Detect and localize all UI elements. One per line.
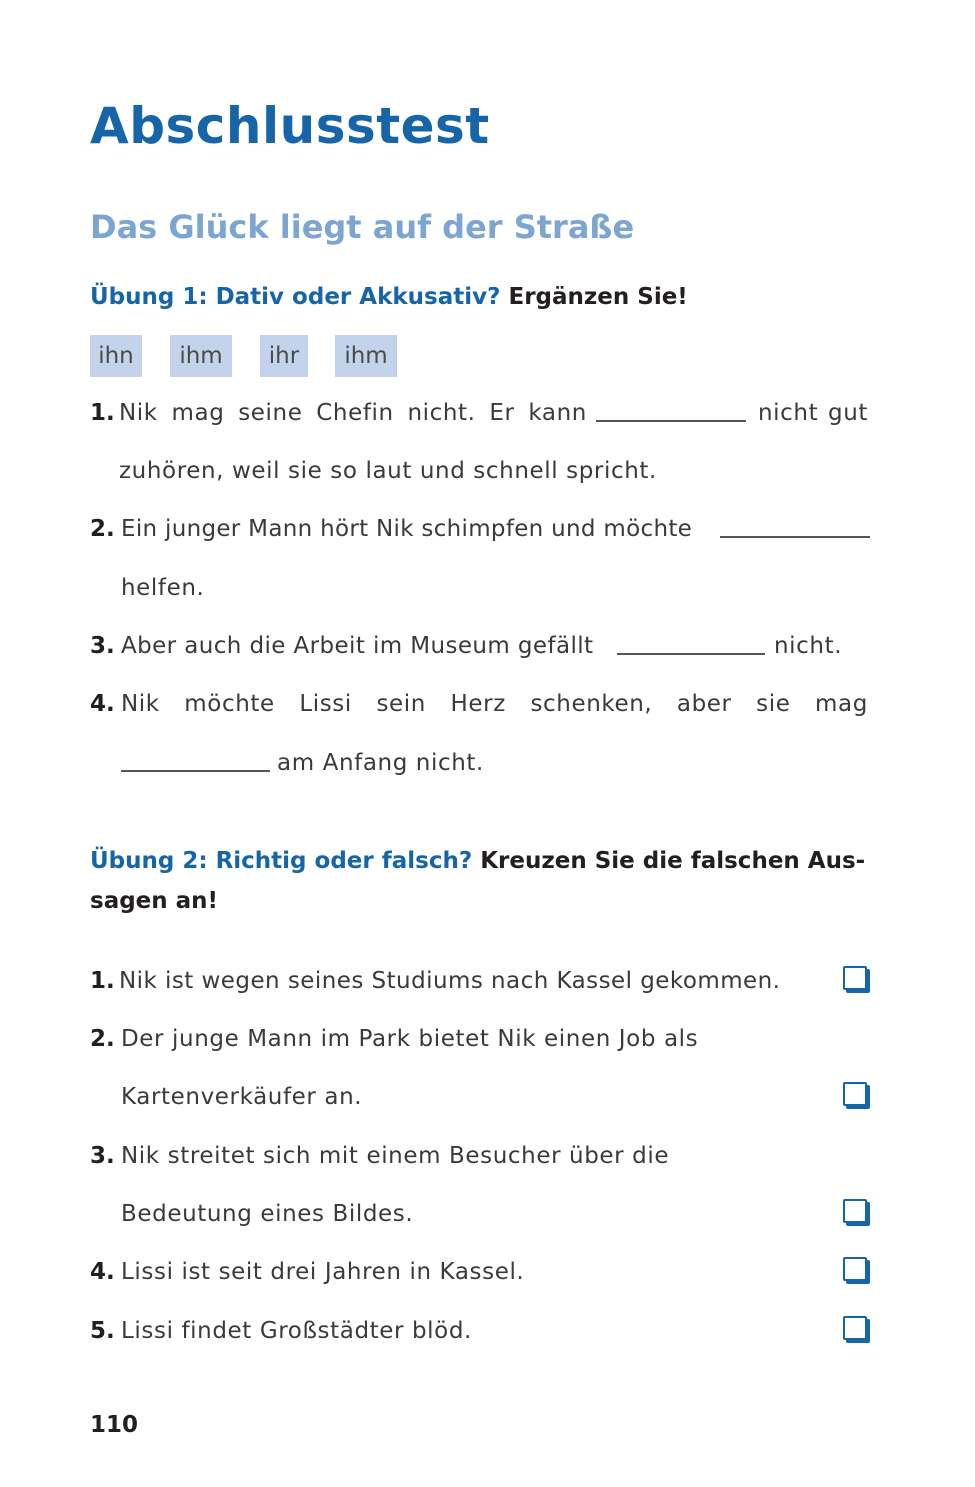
word: aber (676, 691, 732, 717)
word: mag (171, 400, 225, 426)
ex1-item-2-text-line2: helfen. (121, 575, 205, 601)
exercise-2-title: Übung 2: Richtig oder falsch? (90, 848, 473, 874)
word: sein (376, 691, 426, 717)
ex2-item-3-number: 3. (90, 1143, 115, 1169)
ex2-item-2-checkbox[interactable] (843, 1082, 867, 1106)
ex1-item-4-blank[interactable] (121, 750, 270, 772)
ex2-item-5-number: 5. (90, 1318, 115, 1344)
ex2-item-5-text: Lissi findet Großstädter blöd. (121, 1318, 472, 1344)
ex2-item-2-text-line2: Kartenverkäufer an. (121, 1084, 363, 1110)
word-option-ihr[interactable]: ihr (260, 335, 308, 377)
ex1-item-1-text-part2 (758, 398, 868, 428)
word-option-ihn[interactable]: ihn (90, 335, 142, 377)
exercise-1-heading (90, 277, 880, 317)
word: gut (828, 400, 868, 426)
ex1-item-3-blank[interactable] (617, 633, 765, 655)
word: nicht (758, 400, 819, 426)
ex1-item-4-number: 4. (90, 691, 115, 717)
word: Nik (121, 691, 160, 717)
word: seine (238, 400, 303, 426)
ex2-item-4-number: 4. (90, 1259, 115, 1285)
ex2-item-1-number: 1. (90, 968, 115, 994)
ex1-item-4-text-line2: am Anfang nicht. (277, 750, 484, 776)
word: Herz (450, 691, 506, 717)
word: sie (756, 691, 791, 717)
word: schenken, (530, 691, 653, 717)
ex1-item-2-number: 2. (90, 516, 115, 542)
exercise-2-instruction: Kreuzen Sie die falschen Aus-sagen an! (90, 848, 866, 914)
ex2-item-4-checkbox[interactable] (843, 1257, 867, 1281)
word: Er (489, 400, 515, 426)
ex1-item-1-blank[interactable] (596, 400, 746, 422)
exercise-1-title: Übung 1: Dativ oder Akkusativ? (90, 284, 501, 310)
ex1-item-1-text-part1 (119, 398, 587, 428)
page-number: 110 (90, 1412, 139, 1438)
ex2-item-3-checkbox[interactable] (843, 1199, 867, 1223)
word: möchte (184, 691, 275, 717)
word: Chefin (316, 400, 394, 426)
ex2-item-2-text-line1: Der junge Mann im Park bietet Nik einen Job als (121, 1026, 699, 1052)
ex1-item-1-text-line2: zuhören, weil sie so laut und schnell spricht. (119, 458, 657, 484)
ex1-item-4-text-line1 (121, 689, 868, 719)
word: mag (815, 691, 868, 717)
exercise-1-instruction: Ergänzen Sie! (500, 284, 688, 310)
ex1-item-3-number: 3. (90, 633, 115, 659)
word: kann (528, 400, 587, 426)
word: nicht. (407, 400, 476, 426)
exercise-2-heading (90, 841, 880, 921)
page-title: Abschlusstest (90, 97, 490, 155)
ex1-item-3-text-part2: nicht. (774, 633, 843, 659)
ex2-item-2-number: 2. (90, 1026, 115, 1052)
page-subtitle: Das Glück liegt auf der Straße (90, 208, 635, 246)
word-option-ihm[interactable]: ihm (170, 335, 232, 377)
ex1-item-2-blank[interactable] (720, 516, 870, 538)
ex2-item-4-text: Lissi ist seit drei Jahren in Kassel. (121, 1259, 525, 1285)
ex2-item-1-checkbox[interactable] (843, 966, 867, 990)
ex1-item-2-text-line1: Ein junger Mann hört Nik schimpfen und möchte (121, 516, 693, 542)
ex1-item-1-number: 1. (90, 400, 115, 426)
ex2-item-5-checkbox[interactable] (843, 1316, 867, 1340)
word-option-ihm-2[interactable]: ihm (335, 335, 397, 377)
ex2-item-1-text: Nik ist wegen seines Studiums nach Kassel gekommen. (119, 968, 781, 994)
word: Nik (119, 400, 158, 426)
word: Lissi (299, 691, 352, 717)
ex2-item-3-text-line1: Nik streitet sich mit einem Besucher über die (121, 1143, 670, 1169)
ex2-item-3-text-line2: Bedeutung eines Bildes. (121, 1201, 414, 1227)
ex1-item-3-text-part1: Aber auch die Arbeit im Museum gefällt (121, 633, 594, 659)
